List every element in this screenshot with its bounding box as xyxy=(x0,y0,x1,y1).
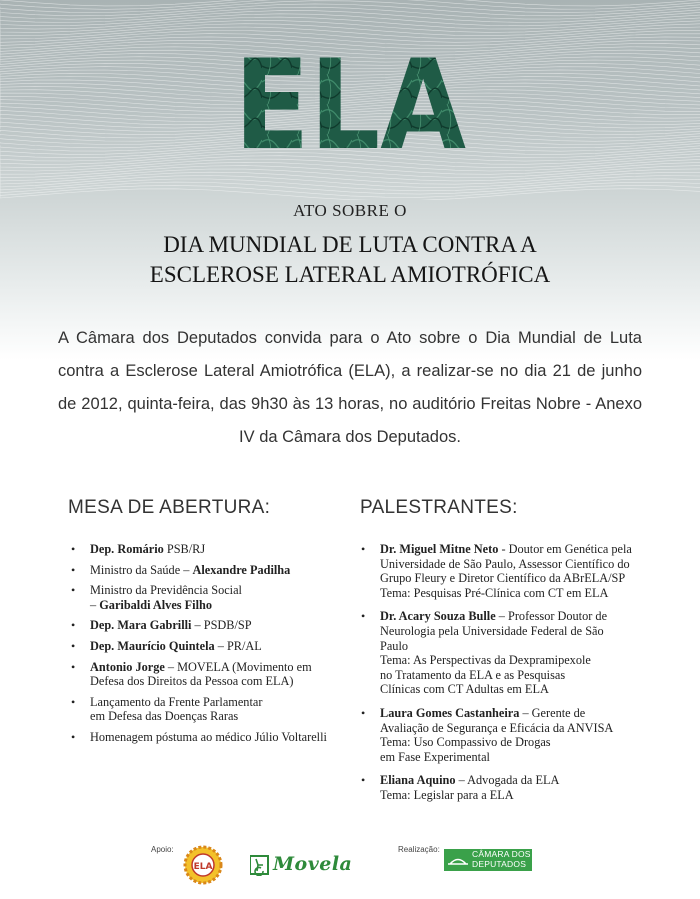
apoio-label: Apoio: xyxy=(151,845,174,854)
camara-line-1: CÂMARA DOS xyxy=(472,849,531,859)
speaker-topic: Tema: Legislar para a ELA xyxy=(380,787,514,802)
list-item xyxy=(70,730,355,745)
speaker-detail: – Gerente de xyxy=(519,705,586,720)
speaker-topic: em Fase Experimental xyxy=(380,749,490,764)
camara-building-icon xyxy=(444,849,472,871)
item-name: Antonio Jorge xyxy=(90,659,165,674)
list-item xyxy=(70,563,355,578)
wave-line xyxy=(0,189,700,200)
mesa-heading: MESA DE ABERTURA: xyxy=(68,497,271,518)
speaker-detail: Paulo xyxy=(380,638,409,653)
speaker-topic: no Tratamento da ELA e as Pesquisas xyxy=(380,667,566,682)
item-name: Garibaldi Alves Filho xyxy=(99,597,212,612)
wave-line xyxy=(0,21,700,33)
wave-line xyxy=(0,162,700,174)
speaker-topic: Tema: Uso Compassivo de Drogas xyxy=(380,735,551,750)
wave-line xyxy=(0,176,700,188)
list-item xyxy=(70,542,355,557)
item-detail: • Ministro da Previdência Social xyxy=(90,583,242,598)
abrela-seal-icon xyxy=(182,845,224,885)
realizacao-label: Realização: xyxy=(398,845,440,854)
page-title-line-2: ESCLEROSE LATERAL AMIOTRÓFICA xyxy=(149,262,551,287)
speaker-detail: Grupo Fleury e Diretor Científico da ABrELA/SP xyxy=(380,571,626,586)
list-item xyxy=(70,618,355,633)
item-detail: Ministro da Saúde – xyxy=(90,562,193,577)
item-detail: Homenagem póstuma ao médico Júlio Voltarelli xyxy=(90,729,327,744)
item-detail: • Lançamento da Frente Parlamentar xyxy=(90,694,263,709)
list-item xyxy=(360,542,660,600)
speaker-topic: Tema: Pesquisas Pré-Clínica com CT em ELA xyxy=(380,585,609,600)
list-item xyxy=(70,583,355,612)
speaker-name: Dr. Miguel Mitne Neto xyxy=(380,542,499,556)
palestrantes-list xyxy=(360,542,660,812)
speaker-detail: – Advogada da ELA xyxy=(455,773,560,788)
wave-line xyxy=(0,185,700,197)
item-detail: Defesa dos Direitos da Pessoa com ELA) xyxy=(90,674,294,689)
speaker-name: Dr. Acary Souza Bulle xyxy=(380,609,496,624)
speaker-detail: – Professor Doutor de xyxy=(495,609,608,624)
page-title-line-1: DIA MUNDIAL DE LUTA CONTRA A xyxy=(163,232,537,257)
item-detail: – PR/AL xyxy=(214,638,262,653)
invitation-text: A Câmara dos Deputados convida para o Ato sobre o Dia Mundial de Luta contra a Esclerose Lateral Amiotrófica (ELA), a realizar-se no dia 21 de junho de 2012, quinta-feira, das 9h30 às 13 horas, no auditório Freitas Nobre - Anexo IV da Câmara dos Deputados. xyxy=(58,329,642,446)
item-name: Dep. Mara Gabrilli xyxy=(90,618,192,633)
movela-text: Movela xyxy=(273,853,353,875)
item-detail: em Defesa das Doenças Raras xyxy=(90,709,239,724)
palestrantes-heading: PALESTRANTES: xyxy=(360,497,518,518)
speaker-detail: Neurologia pela Universidade Federal de São xyxy=(380,623,604,638)
list-item xyxy=(360,773,660,802)
item-detail: – PSDB/SP xyxy=(191,618,252,633)
list-item xyxy=(360,706,660,764)
kicker: ATO SOBRE O xyxy=(293,201,407,220)
logo-text: ELA xyxy=(234,44,467,152)
ela-logo xyxy=(232,44,468,152)
seal-text: ELA xyxy=(193,862,213,872)
camara-text xyxy=(472,849,532,869)
item-detail: – MOVELA (Movimento em xyxy=(164,659,312,674)
speaker-name: Eliana Aquino xyxy=(380,773,456,788)
item-detail: PSB/RJ xyxy=(163,542,206,556)
speaker-topic: Clínicas com CT Adultas em ELA xyxy=(380,682,549,697)
mesa-list xyxy=(70,542,355,751)
speaker-detail: - Doutor em Genética pela xyxy=(498,542,632,556)
speaker-detail: Avaliação de Segurança e Eficácia da ANVISA xyxy=(380,720,614,735)
list-item xyxy=(70,639,355,654)
wave-line xyxy=(0,159,700,171)
camara-line-2: DEPUTADOS xyxy=(472,859,527,869)
list-item xyxy=(70,695,355,724)
item-detail: – xyxy=(90,597,100,612)
speaker-detail: Universidade de São Paulo, Assessor Científico do xyxy=(380,556,630,571)
wave-line xyxy=(0,1,700,13)
speaker-name: Laura Gomes Castanheira xyxy=(380,705,520,720)
speaker-topic: Tema: As Perspectivas da Dexpramipexole xyxy=(380,653,591,668)
item-name: Dep. Romário xyxy=(90,542,164,556)
item-name: Alexandre Padilha xyxy=(192,562,291,577)
list-item xyxy=(70,660,355,689)
item-name: Dep. Maurício Quintela xyxy=(90,638,215,653)
list-item xyxy=(360,609,660,697)
